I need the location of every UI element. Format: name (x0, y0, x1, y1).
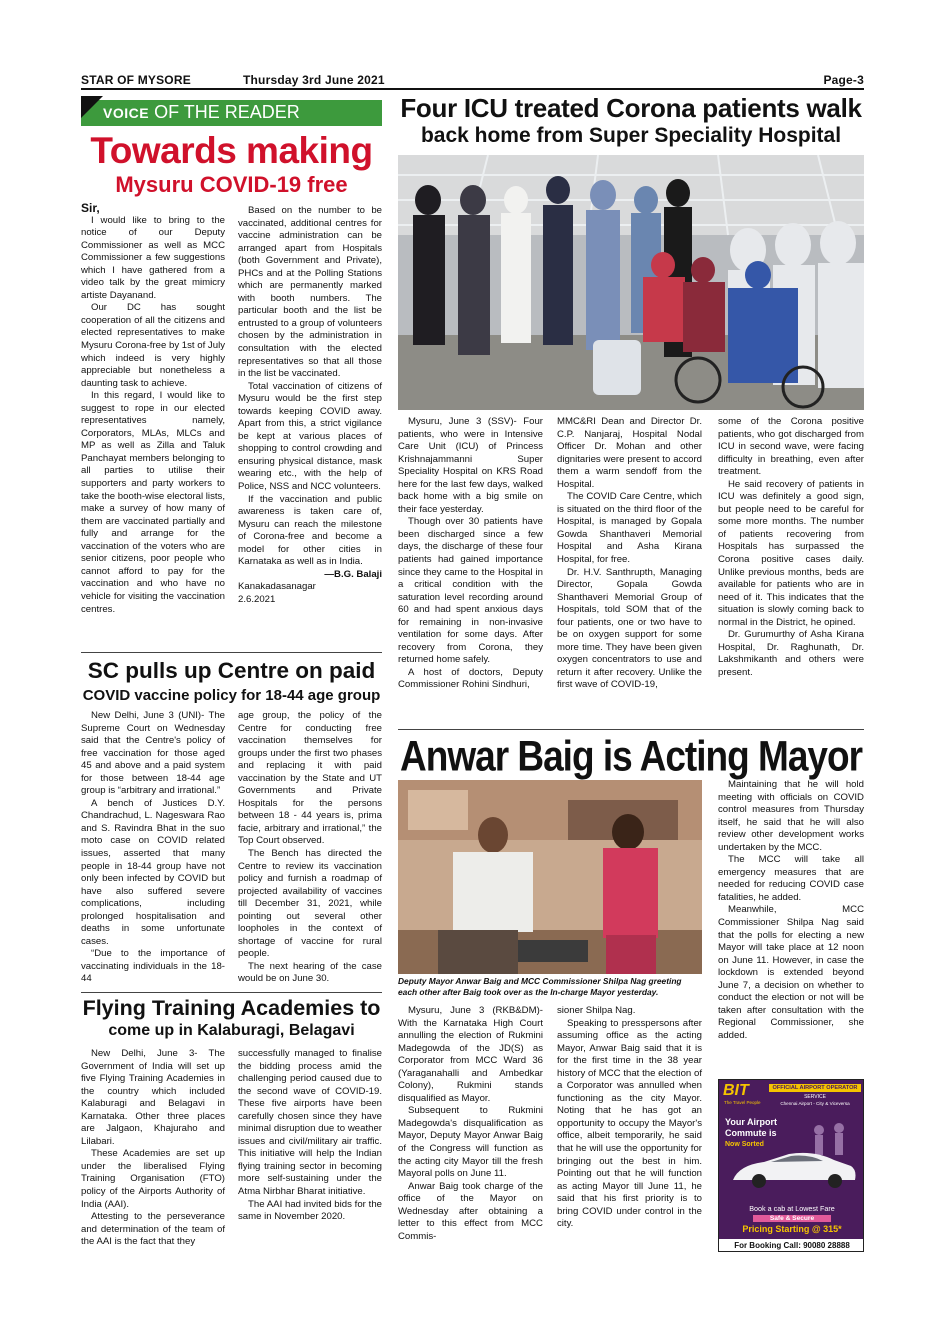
icu-paragraph: He said recovery of patients in ICU was definitely a good sign, but people need to be careful for some more months. The number of patients recovering from Hospitals has surpassed the Corona positive cases daily. Unlike previous months, beds are available for patients who are in need of it. This indicates that the situation is slowly coming back to normal in the District, he opined. (718, 478, 864, 628)
letter-signature: —B.G. Balaji (324, 568, 382, 580)
voice-column-2 (238, 205, 382, 607)
sc-paragraph: “Due to the importance of vaccinating individuals in the 18-44 (81, 948, 225, 985)
voice-paragraph: I would like to bring to the notice of our Deputy Commissioner as well as MCC Commissioner a few suggestions which I have gathered from a video talk by the great mimicry artiste Dayanand. (81, 214, 225, 301)
voice-paragraph: In this regard, I would like to suggest to rope in our elected representatives namely, Corporators, MLAs, MLCs and MP as well as Zilla and Taluk Panchayat members belonging to all parties to utilise their supporters and party workers to take the booth-wise electoral lists, make a survey of how many of them are vaccinated partially and fully and arrange for the vaccination of the voters who are senior citizens, poor people who cannot afford to pay for the vaccination and who have no vehicle for visiting the vaccination centres. (81, 390, 225, 615)
cab-advertisement[interactable] (718, 1079, 864, 1252)
icu-paragraph: some of the Corona positive patients, who got discharged from ICU in second wave, were facing difficulty in breathing, even after treatment. (718, 416, 864, 478)
mayor-paragraph: sioner Shilpa Nag. (557, 1005, 636, 1016)
sc-paragraph: New Delhi, June 3 (UNI)- The Supreme Court on Wednesday said that the Centre's policy of free vaccination for those aged 45 and above and a paid system for those between 18-44 age group is “arbitrary and irrational.” (81, 710, 225, 797)
ad-brand-logo: BIT (723, 1082, 749, 1099)
icu-column-2 (557, 416, 702, 692)
mayor-paragraph: Meanwhile, MCC Commissioner Shilpa Nag said that the polls for electing a new Mayor will take place at 12 noon on June 11. However, in case the lockdown is extended beyond June 7, a decision on whether to conduct the election or not will be taken after consultation with the Regional Commissioner, she added. (718, 904, 864, 1041)
flying-paragraph: Attesting to the perseverance and determination of the team of the AAI is the fact that they (81, 1211, 225, 1248)
icu-paragraph: Dr. Gurumurthy of Asha Kirana Hospital, Dr. Raghunath, Dr. Lakshmikanth and others were present. (718, 629, 864, 678)
flying-subhead: come up in Kalaburagi, Belagavi (108, 1022, 355, 1039)
mayor-photo-caption: Deputy Mayor Anwar Baig and MCC Commissioner Shilpa Nag greeting each other after Baig took over as the In-charge Mayor yesterday. (398, 976, 682, 997)
letter-date: 2.6.2021 (238, 593, 276, 605)
voice-paragraph: Total vaccination of citizens of Mysuru would be the first step towards keeping COVID away. Apart from this, a strict vigilance be kept at various places of shopping to control crowding and ensuring physical distance, mask wearing etc., with the help of Police, NSS and NCC volunteers. (238, 380, 382, 493)
sc-headline: SC pulls up Centre on paid (87, 658, 376, 683)
ad-line-3: Now Sorted (725, 1141, 764, 1148)
header-rule (81, 88, 864, 90)
paper-name: STAR OF MYSORE (81, 73, 191, 87)
icu-patients-photo (398, 155, 864, 410)
mayor-paragraph: Anwar Baig took charge of the office of the Mayor on Wednesday after obtaining a letter to this effect from MCC Commis- (398, 1180, 543, 1242)
icu-subhead: back home from Super Speciality Hospital (420, 124, 842, 147)
icu-paragraph: A host of doctors, Deputy Commissioner Rohini Sindhuri, (398, 666, 543, 691)
voice-paragraph: Based on the number to be vaccinated, additional centres for vaccine administration can be arranged apart from Hospitals (both Government and Private), PHCs and at the Polling Stations which are permanently marked with booth numbers. The particular booth and the list be entrusted to a group of volunteers chosen by the administration in consultation with the elected representatives so that all those in the list be vaccinated. (238, 205, 382, 380)
letter-place: Kanakadasanagar (238, 581, 316, 593)
icu-paragraph: The COVID Care Centre, which is situated on the third floor of the Hospital, is managed by Gopala Gowda Shanthaveri Memorial Hospital and Asha Kirana Hospital, for free. (557, 491, 702, 566)
flying-paragraph: These Academies are set up under the liberalised Flying Training Organisation (FTO) policy of the Airports Authority of India (AAI). (81, 1148, 225, 1210)
sc-column-1 (81, 710, 225, 986)
flying-column-2 (238, 1048, 382, 1224)
voice-paragraph: If the vaccination and public awareness is taken care of, Mysuru can reach the milestone of Corona-free and become a model for other cities in Karnataka as well as in India. (238, 493, 382, 568)
ad-brand-tagline: The Travel People (724, 1100, 761, 1105)
mayor-column-1 (398, 1005, 543, 1243)
voice-paragraph: Our DC has sought cooperation of all the citizens and elected representatives to make Mysuru Corona-free by 1st of July which indeed is very highly appreciable but nonetheless a daunting task to achieve. (81, 302, 225, 389)
ad-car-illustration (719, 1110, 864, 1190)
ad-safe-badge: Safe & Secure (753, 1215, 831, 1222)
sc-paragraph: The next hearing of the case would be on June 30. (238, 960, 382, 985)
flying-paragraph: New Delhi, June 3- The Government of India will set up five Flying Training Academies in the country which included Kalaburagi and Belagavi in Karnataka. Other three places are Jalgaon, Khajuraho and Lilabari. (81, 1048, 225, 1147)
voice-column-1 (81, 202, 225, 616)
icu-paragraph: Mysuru, June 3 (SSV)- Four patients, who were in Intensive Care Unit (ICU) of Princess Krishnajammanni Super Speciality Hospital on KRS Road here for the last few days, walked back home with a big smile on their face yesterday. (398, 416, 543, 515)
ad-pricing: Pricing Starting @ 315* (742, 1224, 842, 1234)
ad-line-2: Commute is (725, 1128, 777, 1138)
flying-column-1 (81, 1048, 225, 1249)
voice-banner (81, 96, 382, 130)
ad-cab-text: Book a cab at Lowest Fare (749, 1204, 835, 1213)
icu-headline: Four ICU treated Corona patients walk (400, 93, 862, 123)
ad-booking-phone[interactable]: For Booking Call: 90080 28888 (719, 1239, 864, 1252)
section-divider (81, 652, 382, 653)
mayor-paragraph: Maintaining that he will hold meeting with officials on COVID control measures from Thursday itself, he said that he will also review other development works undertaken by the MCC. (718, 779, 864, 853)
mayor-paragraph: Mysuru, June 3 (RKB&DM)- With the Karnataka High Court annulling the election of Rukmini Madegowda of the JD(S) as Corporator from MCC Ward 36 (Yaraganahalli and Ambedkar Colony), Rukmini stands disqualified as Mayor. (398, 1005, 543, 1104)
sc-subhead: COVID vaccine policy for 18-44 age group (82, 687, 381, 704)
ad-badge: OFFICIAL AIRPORT OPERATOR (769, 1084, 861, 1092)
ad-service-label: SERVICE (804, 1094, 826, 1100)
icu-column-3 (718, 416, 864, 679)
page-number: Page-3 (823, 73, 864, 87)
mayor-column-2 (557, 1005, 702, 1231)
sc-paragraph: The Bench has directed the Centre to review its vaccination policy and furnish a roadmap of projected availability of vaccines till December 31, 2021, while pointing out several other loopholes in the context of shortage of vaccine for rural people. (238, 848, 382, 960)
flying-headline: Flying Training Academies to (82, 996, 381, 1020)
mayor-headline: Anwar Baig is Acting Mayor (400, 732, 862, 780)
voice-headline: Towards making (90, 130, 373, 171)
section-divider (398, 729, 864, 730)
voice-tag-rest: OF THE READER (149, 102, 300, 122)
flying-paragraph: successfully managed to finalise the bidding process amid the challenging period caused due to the second wave of COVID-19. These five airports have been carefully chosen since they have minimal disruption due to weather issues and civil/military air traffic. This initiative will help the Indian flying training sector in becoming more self-sustaining under the Atma Nirbhar Bharat initiative. (238, 1048, 382, 1198)
sc-paragraph: age group, the policy of the Centre for conducting free vaccination themselves for groups under the first two phases and replacing it with paid vaccination by the State and UT Governments and Private Hospitals for the persons between 18 - 44 years is, prima facie, arbitrary and irrational,” the Top Court observed. (238, 710, 382, 847)
flying-paragraph: The AAI had invited bids for the same in November 2020. (238, 1198, 382, 1223)
ad-service-text: Chennai Airport - City & Viceversa (780, 1101, 850, 1106)
mayor-paragraph: Subsequent to Rukmini Madegowda's disqualification as Mayor, Deputy Mayor Anwar Baig of the Congress will function as the acting city Mayor till the fresh Mayoral polls on June 11. (398, 1105, 543, 1180)
icu-paragraph: Dr. H.V. Santhrupth, Managing Director, Gopala Gowda Shanthaveri Memorial Group of Hospitals, told SOM that of the four patients, one or two have to be on oxygen support for some more time. They have been given oxygen concentrators to use and return it after recovery. Unlike the first wave of COVID-19, (557, 566, 702, 691)
section-divider (81, 992, 382, 993)
mayor-paragraph: The MCC will take all emergency measures that are needed for reducing COVID case fatalities, he added. (718, 854, 864, 903)
mayor-greeting-photo (398, 780, 702, 974)
issue-date: Thursday 3rd June 2021 (243, 73, 385, 87)
mayor-paragraph: Speaking to presspersons after assuming office as the acting Mayor, Anwar Baig said that it is for the first time in the 38 year history of MCC that the election of a Corporator was annulled when functioning as the city Mayor. Noting that he has got an opportunity to occupy the Mayor's office, albeit temporarily, he said that he will use the opportunity for bringing out the best in him. Pointing out that he will function as acting Mayor till June 11, he said that his first priority is to bring COVID under control in the city. (557, 1017, 702, 1230)
sc-column-2 (238, 710, 382, 986)
icu-column-1 (398, 416, 543, 692)
icu-paragraph: Though over 30 patients have been discharged since a few days, the discharge of these four patients had gained importance since they came to the Hospital in a critical condition with the saturation level recording around 60 and had spent anxious days for remaining in non-invasive ventilation for some days. After recovery from Corona, they returned home safely. (398, 516, 543, 666)
ad-line-1: Your Airport (725, 1117, 777, 1127)
sc-paragraph: A bench of Justices D.Y. Chandrachud, L. Nageswara Rao and S. Ravindra Bhat in the suo moto case on COVID related issues, asserted that many people in 18-44 group have not only been infected by COVID but have also suffered severe complications, including prolonged hospitalisation and deaths in some unfortunate cases. (81, 797, 225, 947)
voice-subhead: Mysuru COVID-19 free (115, 172, 348, 197)
voice-tag-bold: VOICE (103, 105, 150, 121)
icu-paragraph: MMC&RI Dean and Director Dr. C.P. Nanjaraj, Hospital Nodal Officer Dr. Mohan and other dignitaries were present to accord them a warm sendoff from the Hospital. (557, 416, 702, 490)
voice-salutation: Sir, (81, 201, 100, 215)
mayor-column-3 (718, 779, 864, 1042)
